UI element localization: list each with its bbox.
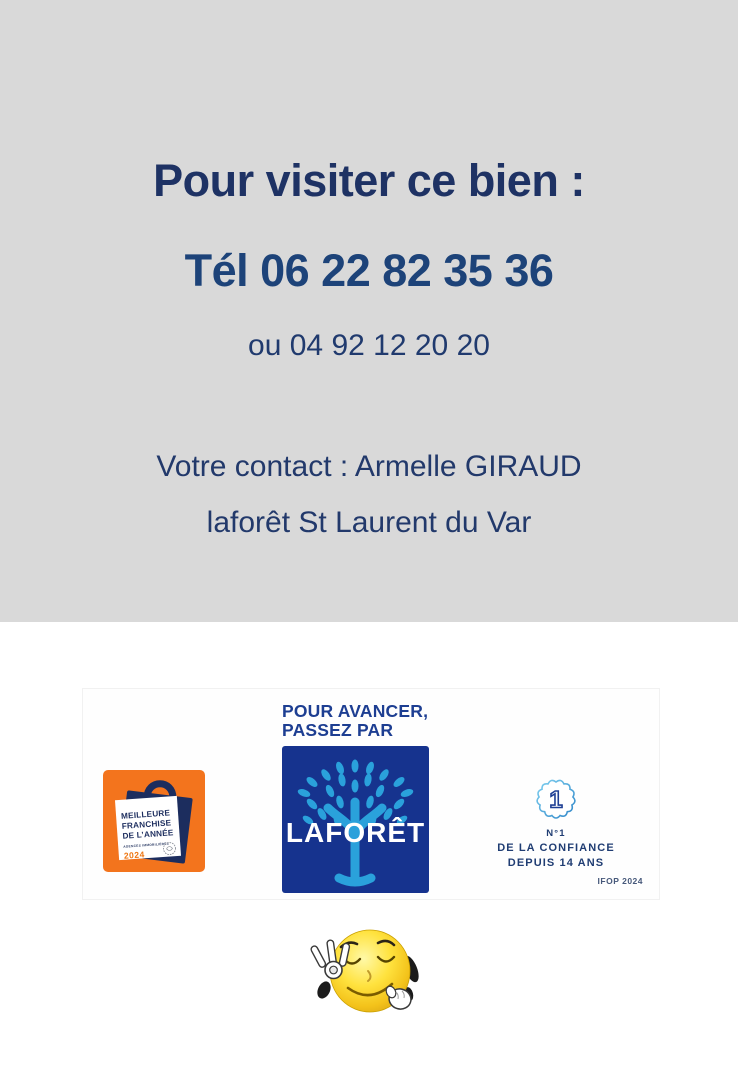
award-subtitle: AGENCES IMMOBILIÈRES: [123, 841, 170, 849]
confidence-award: [453, 776, 659, 869]
laforet-logo: [282, 746, 429, 893]
laforet-tagline: [282, 702, 428, 740]
confidence-line1: N°1: [546, 828, 566, 839]
award-card: [115, 796, 181, 861]
tagline-line2: PASSEZ PAR: [282, 720, 394, 740]
confidence-line3: DEPUIS 14 ANS: [507, 857, 605, 869]
award-line2: FRANCHISE: [121, 818, 172, 831]
ifop-source: IFOP 2024: [597, 876, 643, 886]
award-line3: DE L’ANNÉE: [122, 828, 174, 841]
contact-person: Votre contact : Armelle GIRAUD: [156, 450, 582, 483]
tagline-line1: POUR AVANCER,: [282, 701, 429, 721]
confidence-line2: DE LA CONFIANCE: [497, 842, 615, 854]
banner-title: Pour visiter ce bien :: [153, 155, 585, 206]
logos-strip: [82, 688, 660, 900]
agency-name: laforêt St Laurent du Var: [206, 506, 532, 539]
smiley-left-wrist: [315, 979, 333, 1000]
award-line1: MEILLEURE: [120, 808, 171, 821]
ok-smiley-icon: [308, 924, 420, 1020]
phone-secondary: ou 04 92 12 20 20: [248, 329, 490, 362]
best-franchise-award-badge: [103, 770, 205, 872]
phone-primary: Tél 06 22 82 35 36: [184, 245, 554, 296]
number-one-badge-icon: [533, 776, 579, 822]
badge-number: 1: [549, 786, 563, 814]
award-year: 2024: [123, 849, 146, 861]
laforet-brand-text: LAFORÊT: [285, 817, 426, 848]
